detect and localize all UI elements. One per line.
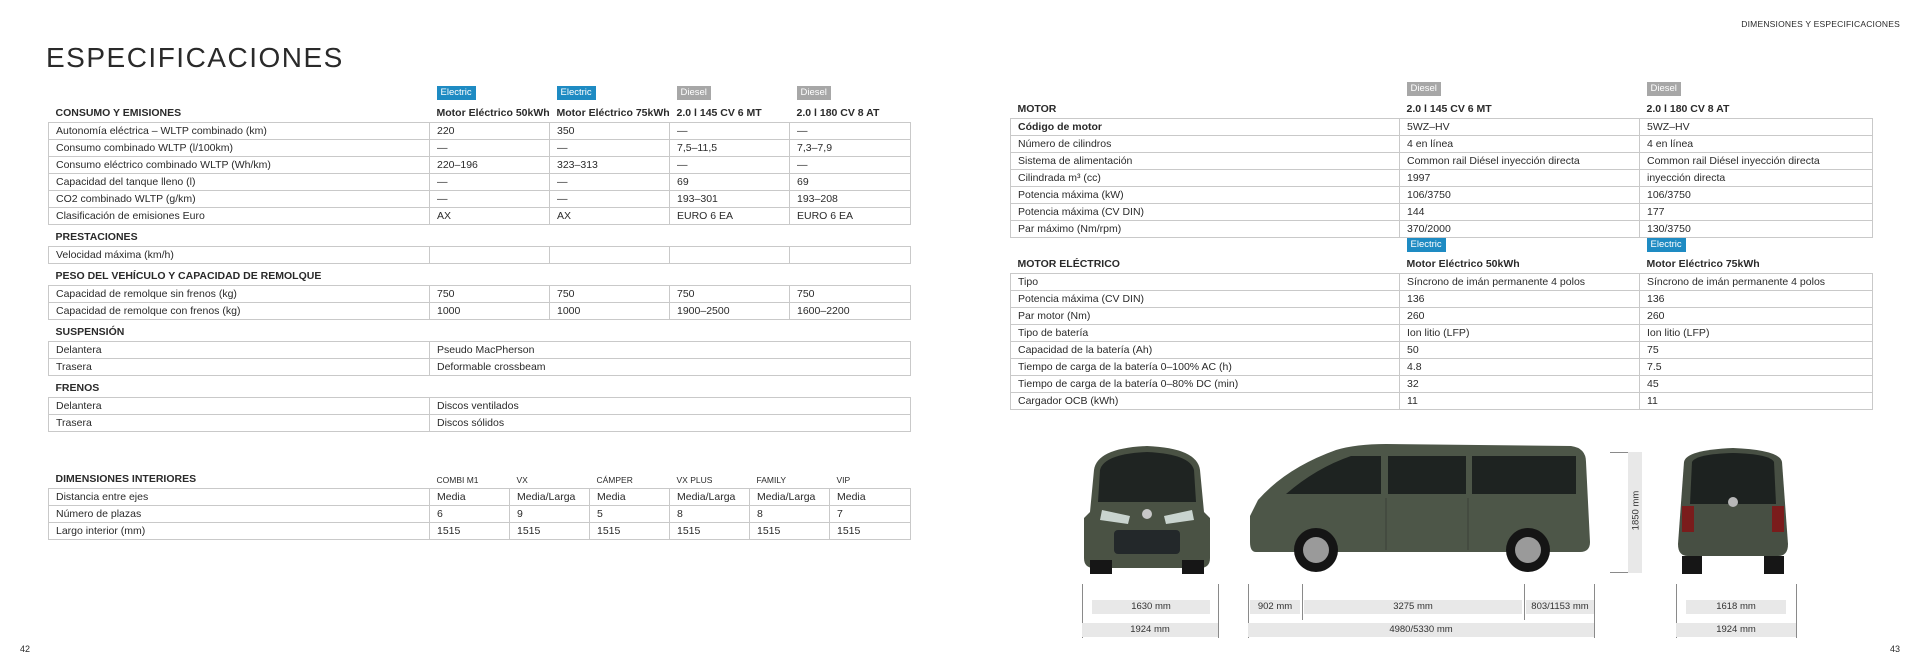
row-label: Cilindrada m³ (cc) <box>1011 169 1400 186</box>
table-cell: 1997 <box>1400 169 1640 186</box>
table-cell: 136 <box>1640 291 1873 308</box>
table-row <box>49 414 911 431</box>
electric-badge: Electric <box>1647 238 1686 252</box>
table-cell: Discos ventilados <box>430 397 911 414</box>
table-cell: 1600–2200 <box>790 302 911 319</box>
table-cell: Media <box>430 488 510 505</box>
table-cell: 750 <box>790 285 911 302</box>
row-label: Número de plazas <box>49 505 430 522</box>
section-title: SUSPENSIÓN <box>55 325 125 338</box>
fuel-badges-row <box>1011 82 1873 96</box>
table-cell: — <box>670 156 790 173</box>
table-row <box>49 341 911 358</box>
row-label: Clasificación de emisiones Euro <box>49 207 430 224</box>
table-row <box>49 190 911 207</box>
table-row <box>49 358 911 375</box>
row-label: Capacidad del tanque lleno (l) <box>49 173 430 190</box>
table-cell: 750 <box>430 285 550 302</box>
row-label: CO2 combinado WLTP (g/km) <box>49 190 430 207</box>
column-header: 2.0 l 180 CV 8 AT <box>796 106 880 119</box>
column-header: 2.0 l 145 CV 6 MT <box>1406 102 1492 115</box>
page-number-right: 43 <box>1889 644 1900 654</box>
table-cell: — <box>430 173 550 190</box>
table-cell: 260 <box>1640 308 1873 325</box>
table-cell: AX <box>550 207 670 224</box>
table-cell: Síncrono de imán permanente 4 polos <box>1640 274 1873 291</box>
table-cell: Ion litio (LFP) <box>1640 325 1873 342</box>
table-cell: Common rail Diésel inyección directa <box>1400 152 1640 169</box>
column-header: 2.0 l 180 CV 8 AT <box>1646 102 1730 115</box>
table-cell: 45 <box>1640 376 1873 393</box>
row-label: Delantera <box>49 397 430 414</box>
table-cell: 7 <box>830 505 911 522</box>
table-cell <box>430 246 550 263</box>
table-cell: 130/3750 <box>1640 220 1873 237</box>
table-cell: 4 en línea <box>1400 135 1640 152</box>
table-row <box>49 488 911 505</box>
table-cell: 106/3750 <box>1400 186 1640 203</box>
table-row <box>49 505 911 522</box>
table-row <box>1011 135 1873 152</box>
table-cell: 4 en línea <box>1640 135 1873 152</box>
table-cell: Deformable crossbeam <box>430 358 911 375</box>
table-cell: 1000 <box>430 302 550 319</box>
table-cell: 220 <box>430 122 550 139</box>
table-cell: 1515 <box>830 522 911 539</box>
row-label: Tipo de batería <box>1011 325 1400 342</box>
table-cell: Síncrono de imán permanente 4 polos <box>1400 274 1640 291</box>
table-row <box>49 285 911 302</box>
column-header: Motor Eléctrico 50kWh <box>436 106 550 119</box>
table-cell: 7,5–11,5 <box>670 139 790 156</box>
column-header: VIP <box>836 474 851 485</box>
table-row <box>49 246 911 263</box>
table-cell: 69 <box>670 173 790 190</box>
dimension-tick <box>1218 584 1219 638</box>
table-cell: 5 <box>590 505 670 522</box>
electric-badge: Electric <box>437 86 476 100</box>
column-header: VX <box>516 474 528 485</box>
height-dimension: 1850 mm <box>1630 490 1642 531</box>
column-header: FAMILY <box>756 474 787 485</box>
table-cell: Pseudo MacPherson <box>430 341 911 358</box>
table-cell: — <box>550 173 670 190</box>
table-cell: Media/Larga <box>670 488 750 505</box>
table-row <box>1011 325 1873 342</box>
section-title: CONSUMO Y EMISIONES <box>55 106 182 119</box>
table-row <box>49 207 911 224</box>
length-dimension: 4980/5330 mm <box>1248 623 1594 637</box>
table-cell: 1000 <box>550 302 670 319</box>
row-label: Potencia máxima (CV DIN) <box>1011 291 1400 308</box>
table-row <box>49 122 911 139</box>
table-cell: Ion litio (LFP) <box>1400 325 1640 342</box>
table-cell: — <box>550 139 670 156</box>
table-cell: 8 <box>670 505 750 522</box>
table-cell: EURO 6 EA <box>790 207 911 224</box>
section-header-row <box>49 100 911 122</box>
table-row <box>1011 376 1873 393</box>
table-cell: 750 <box>550 285 670 302</box>
column-header: 2.0 l 145 CV 6 MT <box>676 106 762 119</box>
row-label: Autonomía eléctrica – WLTP combinado (km) <box>49 122 430 139</box>
table-cell: 193–208 <box>790 190 911 207</box>
table-cell: 5WZ–HV <box>1640 118 1873 135</box>
page-title: ESPECIFICACIONES <box>46 42 344 73</box>
rear-track-dimension: 1618 mm <box>1686 600 1786 614</box>
table-row <box>49 173 911 190</box>
table-cell: 11 <box>1640 393 1873 410</box>
rear-overhang-dimension: 803/1153 mm <box>1526 600 1594 614</box>
section-title: MOTOR <box>1017 102 1057 115</box>
table-cell: 350 <box>550 122 670 139</box>
rear-width-dimension: 1924 mm <box>1676 623 1796 637</box>
electric-badge: Electric <box>557 86 596 100</box>
row-label: Código de motor <box>1011 118 1400 135</box>
table-cell: — <box>550 190 670 207</box>
row-label: Tipo <box>1011 274 1400 291</box>
table-cell: 750 <box>670 285 790 302</box>
column-header: Motor Eléctrico 75kWh <box>1646 258 1760 270</box>
table-cell: 1900–2500 <box>670 302 790 319</box>
table-row <box>49 522 911 539</box>
table-row <box>49 397 911 414</box>
table-cell: 260 <box>1400 308 1640 325</box>
row-label: Capacidad de remolque sin frenos (kg) <box>49 285 430 302</box>
section-title: MOTOR ELÉCTRICO <box>1017 258 1120 270</box>
table-cell: 11 <box>1400 393 1640 410</box>
section-title: PESO DEL VEHÍCULO Y CAPACIDAD DE REMOLQUE <box>55 269 322 282</box>
row-label: Largo interior (mm) <box>49 522 430 539</box>
fuel-badges-row <box>49 86 911 100</box>
table-cell: 6 <box>430 505 510 522</box>
row-label: Capacidad de remolque con frenos (kg) <box>49 302 430 319</box>
interior-dimensions-table <box>48 466 911 540</box>
table-cell: 5WZ–HV <box>1400 118 1640 135</box>
row-label: Trasera <box>49 358 430 375</box>
row-label: Cargador OCB (kWh) <box>1011 393 1400 410</box>
table-cell: EURO 6 EA <box>670 207 790 224</box>
table-cell: AX <box>430 207 550 224</box>
section-header-row <box>49 466 911 488</box>
row-label: Trasera <box>49 414 430 431</box>
dimension-tick <box>1302 584 1303 620</box>
column-header: CÁMPER <box>596 474 633 485</box>
section-header: DIMENSIONES Y ESPECIFICACIONES <box>1741 19 1900 29</box>
table-cell: 370/2000 <box>1400 220 1640 237</box>
column-header: Motor Eléctrico 50kWh <box>1406 258 1520 270</box>
row-label: Potencia máxima (kW) <box>1011 186 1400 203</box>
front-track-dimension: 1630 mm <box>1092 600 1210 614</box>
row-label: Potencia máxima (CV DIN) <box>1011 203 1400 220</box>
table-cell: 1515 <box>510 522 590 539</box>
table-row <box>1011 308 1873 325</box>
row-label: Par motor (Nm) <box>1011 308 1400 325</box>
table-cell: 7.5 <box>1640 359 1873 376</box>
table-cell: Media/Larga <box>510 488 590 505</box>
row-label: Delantera <box>49 341 430 358</box>
diesel-badge: Diesel <box>1407 82 1441 96</box>
page-number-left: 42 <box>20 644 31 654</box>
table-cell: 1515 <box>670 522 750 539</box>
table-cell: 220–196 <box>430 156 550 173</box>
row-label: Capacidad de la batería (Ah) <box>1011 342 1400 359</box>
dimension-tick <box>1594 584 1595 638</box>
dimension-tick <box>1796 584 1797 638</box>
table-cell: Media <box>590 488 670 505</box>
table-cell: 106/3750 <box>1640 186 1873 203</box>
van-rear-view-image <box>1668 444 1798 576</box>
table-cell: 144 <box>1400 203 1640 220</box>
motor-table <box>1010 82 1873 410</box>
table-row <box>1011 359 1873 376</box>
table-cell: Media/Larga <box>750 488 830 505</box>
table-cell <box>790 246 911 263</box>
table-cell <box>670 246 790 263</box>
table-cell: 1515 <box>750 522 830 539</box>
section-header-row <box>1011 96 1873 118</box>
table-row <box>1011 291 1873 308</box>
table-row <box>1011 118 1873 135</box>
table-cell: 8 <box>750 505 830 522</box>
table-cell: 75 <box>1640 342 1873 359</box>
table-cell: 136 <box>1400 291 1640 308</box>
row-label: Consumo combinado WLTP (l/100km) <box>49 139 430 156</box>
row-label: Distancia entre ejes <box>49 488 430 505</box>
table-row <box>1011 203 1873 220</box>
column-header: VX PLUS <box>676 474 713 485</box>
table-cell: — <box>430 190 550 207</box>
van-side-view-image <box>1246 438 1596 578</box>
diesel-badge: Diesel <box>797 86 831 100</box>
table-row <box>49 139 911 156</box>
front-overhang-dimension: 902 mm <box>1250 600 1300 614</box>
table-row <box>1011 220 1873 237</box>
fuel-badges-row <box>1011 237 1873 252</box>
table-cell: — <box>670 122 790 139</box>
row-label: Tiempo de carga de la batería 0–80% DC (min) <box>1011 376 1400 393</box>
diesel-badge: Diesel <box>1647 82 1681 96</box>
table-cell: Discos sólidos <box>430 414 911 431</box>
table-cell: 323–313 <box>550 156 670 173</box>
table-cell: inyección directa <box>1640 169 1873 186</box>
table-cell: 193–301 <box>670 190 790 207</box>
table-row <box>1011 393 1873 410</box>
table-cell: — <box>790 122 911 139</box>
table-cell: — <box>790 156 911 173</box>
table-row <box>1011 152 1873 169</box>
table-cell: 32 <box>1400 376 1640 393</box>
row-label: Sistema de alimentación <box>1011 152 1400 169</box>
van-front-view-image <box>1072 440 1222 575</box>
row-label: Tiempo de carga de la batería 0–100% AC (h) <box>1011 359 1400 376</box>
column-header: COMBI M1 <box>436 474 479 485</box>
electric-badge: Electric <box>1407 238 1446 252</box>
table-row <box>49 302 911 319</box>
table-cell: 9 <box>510 505 590 522</box>
table-cell: 177 <box>1640 203 1873 220</box>
row-label: Número de cilindros <box>1011 135 1400 152</box>
table-row <box>1011 342 1873 359</box>
column-header: Motor Eléctrico 75kWh <box>556 106 670 119</box>
table-cell: 4.8 <box>1400 359 1640 376</box>
table-cell: Common rail Diésel inyección directa <box>1640 152 1873 169</box>
table-cell: — <box>430 139 550 156</box>
section-title: PRESTACIONES <box>55 230 138 243</box>
table-row <box>1011 186 1873 203</box>
specs-table-left <box>48 86 911 432</box>
diesel-badge: Diesel <box>677 86 711 100</box>
table-cell: Media <box>830 488 911 505</box>
section-title: FRENOS <box>55 381 100 394</box>
front-width-dimension: 1924 mm <box>1082 623 1218 637</box>
table-row <box>1011 274 1873 291</box>
table-row <box>49 156 911 173</box>
section-header-row <box>1011 252 1873 274</box>
table-cell: 7,3–7,9 <box>790 139 911 156</box>
section-title: DIMENSIONES INTERIORES <box>55 472 197 485</box>
table-cell: 1515 <box>430 522 510 539</box>
row-label: Par máximo (Nm/rpm) <box>1011 220 1400 237</box>
row-label: Velocidad máxima (km/h) <box>49 246 430 263</box>
table-cell <box>550 246 670 263</box>
table-row <box>1011 169 1873 186</box>
table-cell: 50 <box>1400 342 1640 359</box>
table-cell: 69 <box>790 173 911 190</box>
dimension-tick <box>1524 584 1525 620</box>
table-cell: 1515 <box>590 522 670 539</box>
wheelbase-dimension: 3275 mm <box>1304 600 1522 614</box>
row-label: Consumo eléctrico combinado WLTP (Wh/km) <box>49 156 430 173</box>
